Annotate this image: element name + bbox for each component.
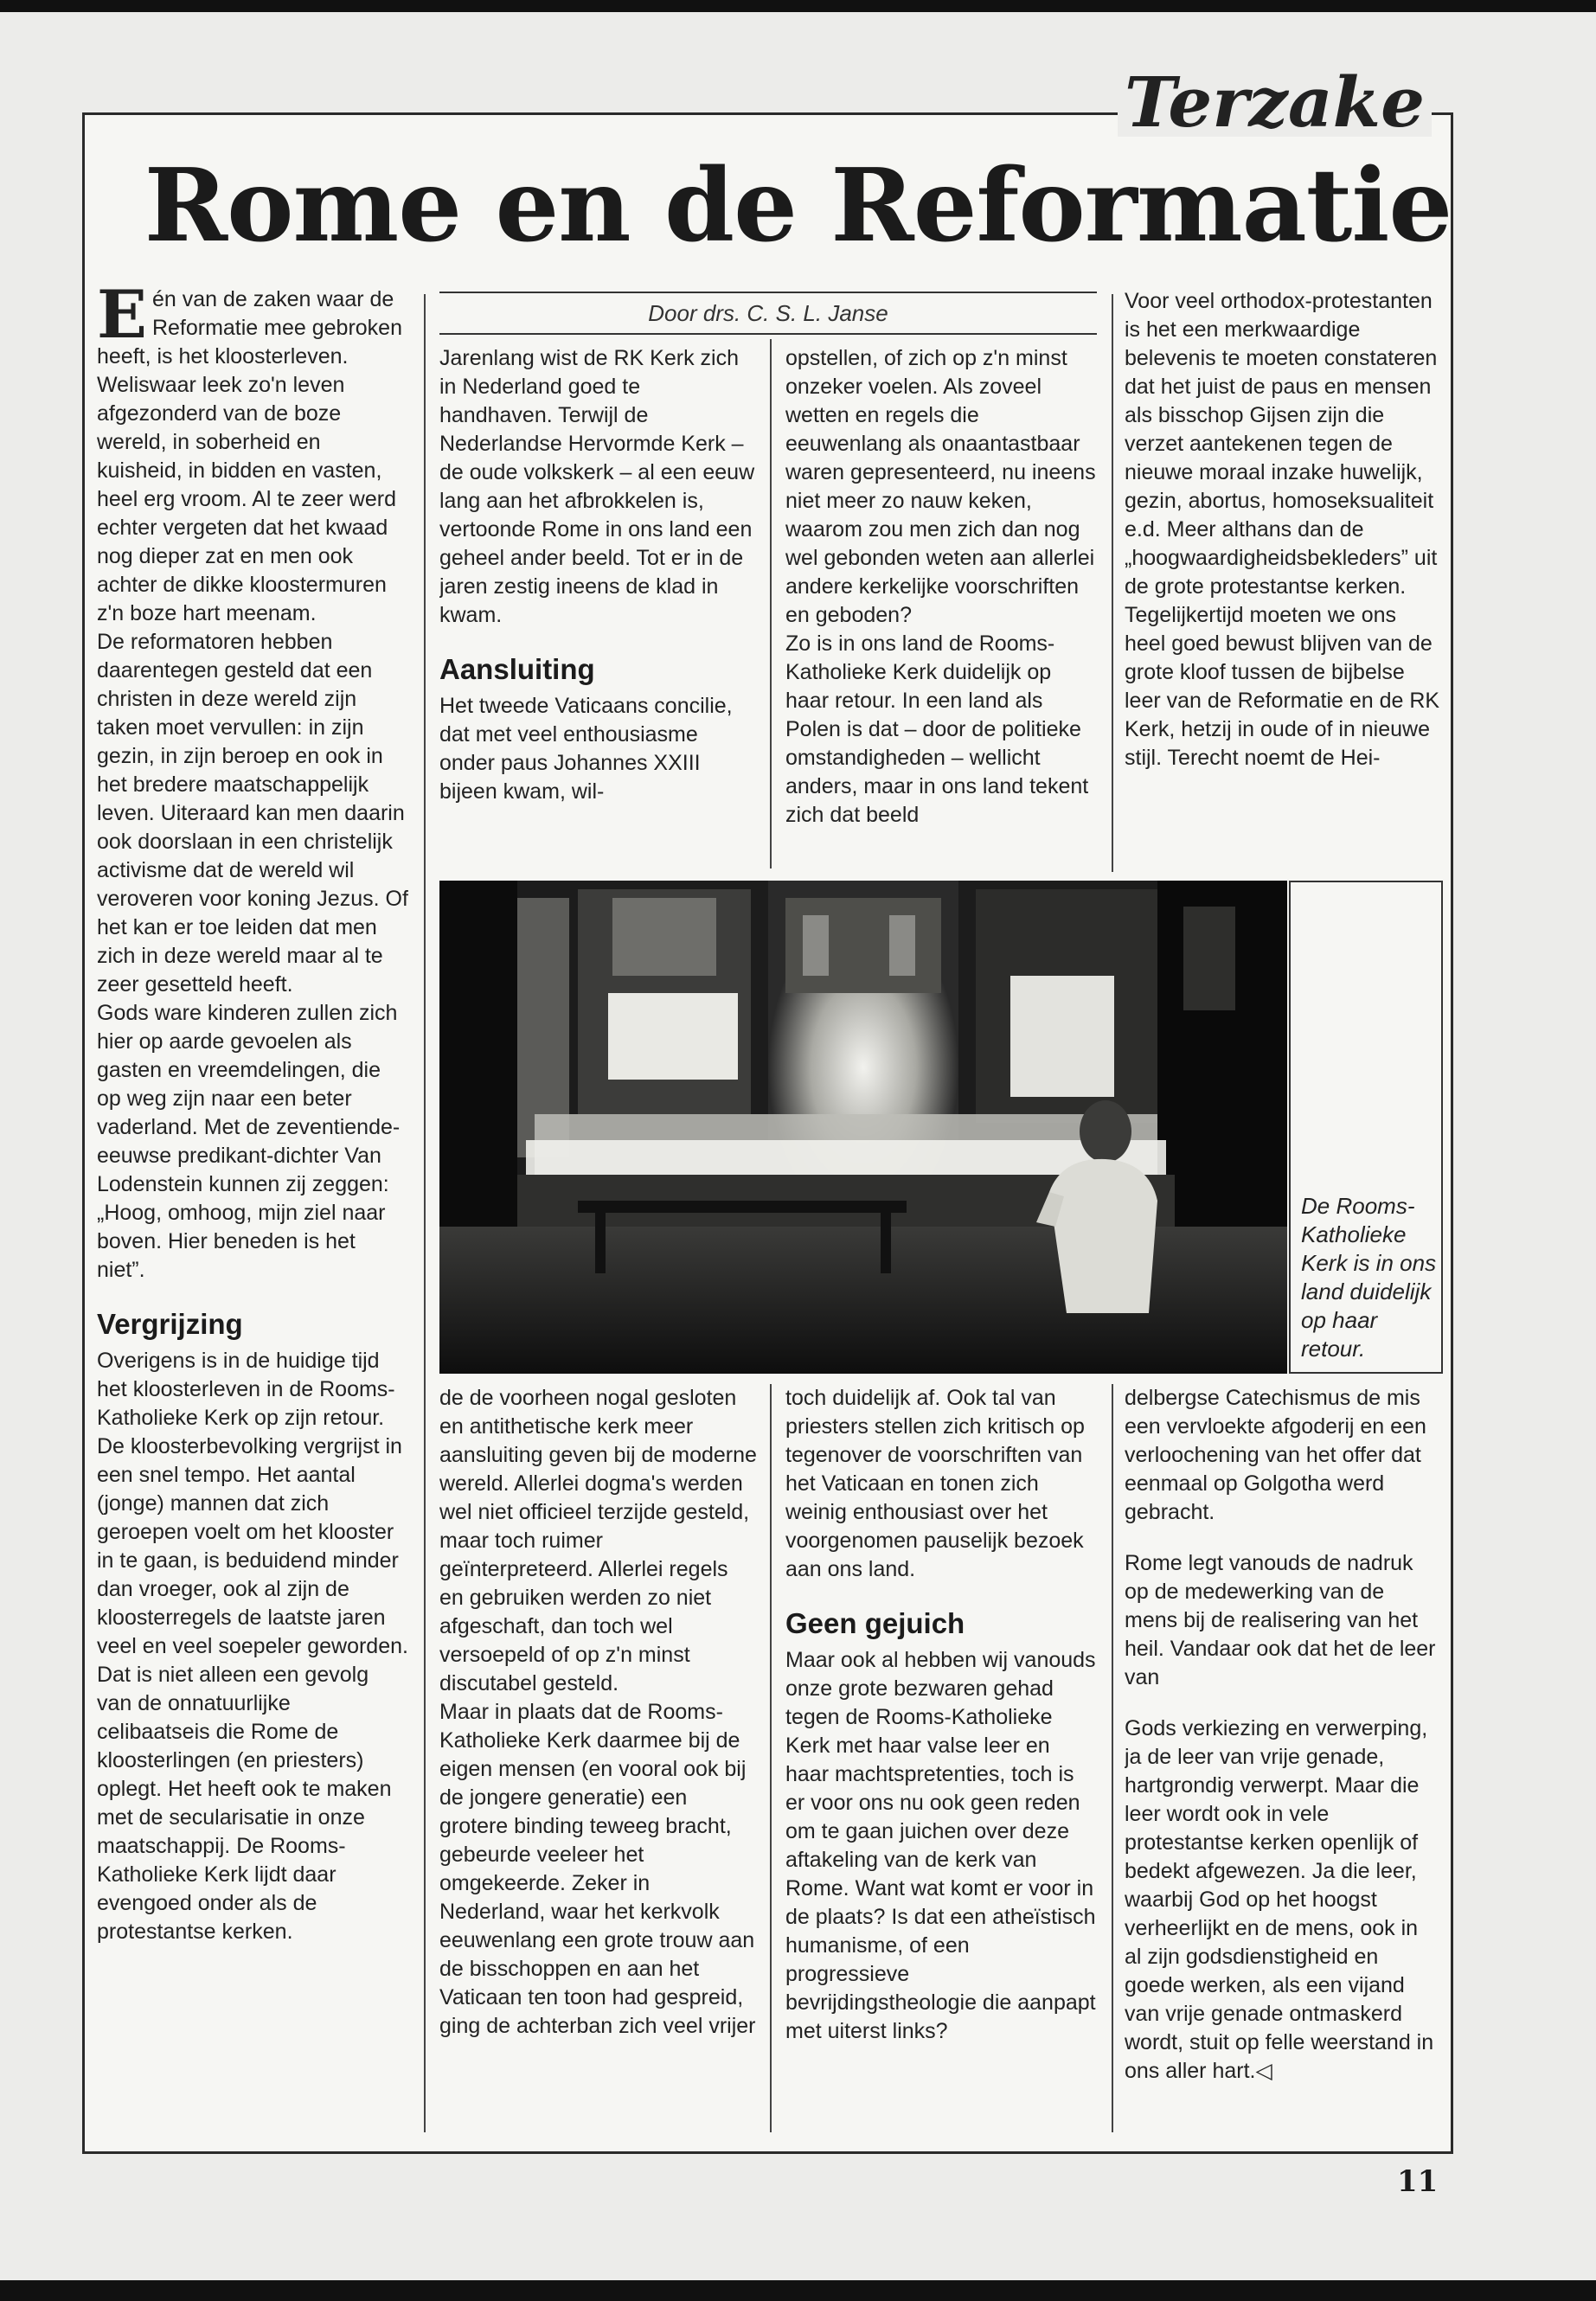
column-3-bottom [785, 1384, 1099, 2137]
paragraph: Het tweede Vaticaans concilie, dat met veel enthousiasme onder paus Johannes XXIII bijeen kwam, wil- [439, 694, 733, 804]
column-rule [424, 294, 426, 2132]
paragraph: Voor veel orthodox-protestanten is het een merkwaardige belevenis te moeten constateren dat het juist de paus en mensen als bisschop Gijsen zijn die verzet aantekenen tegen de nieuwe moraal inzake huwelijk, gezin, abortus, homoseksualiteit e.d. Meer althans dan de „hoogwaardigheidsbekleders” uit de grote protestantse kerken. [1125, 289, 1438, 599]
column-4-top [1125, 287, 1440, 868]
section-heading-aansluiting: Aansluiting [439, 653, 595, 685]
top-edge-band [0, 0, 1596, 12]
article-headline: Rome en de Reformatie [144, 147, 1452, 265]
column-rule [1112, 1384, 1113, 2132]
section-heading-vergrijzing: Vergrijzing [97, 1308, 243, 1340]
photo-caption: De Rooms-Katholieke Kerk is in ons land duidelijk op haar retour. [1301, 1193, 1437, 1362]
paragraph: toch duidelijk af. Ook tal van priesters stellen zich kritisch op tegenover de voorschriften van het Vaticaan en tonen zich weinig enthousiast over het voorgenomen pauselijk bezoek aan ons land. [785, 1386, 1085, 1581]
end-mark: ◁ [1255, 2059, 1272, 2083]
paragraph: Tegelijkertijd moeten we ons heel goed bewust blijven van de grote kloof tussen de bijbelse leer van de Reformatie en de RK Kerk, hetzij in oude of in nieuwe stijl. Terecht noemt de Hei- [1125, 603, 1440, 770]
photo-illustration [439, 881, 1287, 1374]
paragraph: Maar in plaats dat de Rooms-Katholieke Kerk daarmee bij de eigen mensen (en vooral ook bij de jongere generatie) een grotere binding teweeg bracht, gebeurde veeleer het omgekeerde. Zeker in Nederland, waar het kerkvolk eeuwenlang een grote trouw aan de bisschoppen en aan het Vaticaan ten toon had gespreid, ging de achterban zich veel vrijer [439, 1700, 756, 2038]
column-2-bottom [439, 1384, 758, 2137]
intro-paragraph: Eén van de zaken waar de Reformatie mee gebroken heeft, is het kloosterleven. Weliswaar leek zo'n leven afgezonderd van de boze wereld, in soberheid en kuisheid, in bidden en vasten, heel erg vroom. Al te zeer werd echter vergeten dat het kwaad nog dieper zat en men ook achter de dikke kloostermuren z'n boze hart meenam. [97, 285, 402, 625]
column-rule [1112, 294, 1113, 872]
bottom-edge-band [0, 2280, 1596, 2301]
byline: Door drs. C. S. L. Janse [648, 300, 888, 326]
church-candles-photo [439, 881, 1287, 1374]
right-notice-board [1010, 976, 1114, 1097]
drop-cap: E [97, 285, 147, 353]
paragraph: delbergse Catechismus de mis een vervloekte afgoderij en een verloochening van het offer dat eenmaal op Golgotha werd gebracht. [1125, 1386, 1426, 1524]
paragraph: Gods verkiezing en verwerping, ja de leer van vrije genade, hartgrondig verwerpt. Maar die leer wordt ook in vele protestantse kerken openlijk of bedekt afgewezen. Ja die leer, waarbij God op het hoogst verheerlijkt en de mens, ook in al zijn godsdienstigheid en goede werken, als een vijand van vrije genade ontmaskerd wordt, stuit op felle weerstand in ons aller hart.◁ [1125, 1716, 1434, 2083]
paragraph: Rome legt vanouds de nadruk op de medewerking van de mens bij de realisering van het heil. Vandaar ook dat het de leer van [1125, 1551, 1436, 1689]
floor [439, 1227, 1287, 1374]
page-number: 11 [1397, 2164, 1439, 2199]
column-2-top [439, 344, 758, 868]
section-kicker: Terzake [1118, 67, 1432, 137]
paragraph: Jarenlang wist de RK Kerk zich in Nederland goed te handhaven. Terwijl de Nederlandse Hervormde Kerk – de oude volkskerk – al een eeuw lang aan het afbrokkelen is, vertoonde Rome in ons land een geheel ander beeld. Tot er in de jaren zestig ineens de klad in kwam. [439, 346, 755, 627]
byline-box [439, 292, 1097, 335]
paragraph: De reformatoren hebben daarentegen gesteld dat een christen in deze wereld zijn taken moet vervullen: in zijn gezin, in zijn beroep en ook in het bredere maatschappelijk leven. Uiteraard kan men daarin ook doorslaan in een christelijk activisme dat de wereld wil veroveren voor koning Jezus. Of het kan er toe leiden dat men zich in deze wereld maar al te zeer gesetteld heeft. [97, 630, 408, 997]
left-notice-board [608, 993, 738, 1080]
column-rule [770, 339, 772, 868]
paragraph: Dat is niet alleen een gevolg van de onnatuurlijke celibaatseis die Rome de kloosterlingen (en priesters) oplegt. Het heeft ook te maken met de secularisatie in onze maatschappij. De Rooms-Katholieke Kerk lijdt daar evengoed onder als de protestantse kerken. [97, 1663, 392, 1944]
column-3-top [785, 344, 1099, 868]
paragraph: Zo is in ons land de Rooms-Katholieke Kerk duidelijk op haar retour. In een land als Polen is dat – door de politieke omstandigheden – wellicht anders, maar in ons land tekent zich dat beeld [785, 631, 1089, 827]
paragraph: Maar ook al hebben wij vanouds onze grote bezwaren gehad tegen de Rooms-Katholieke Kerk met haar valse leer en haar machtspretenties, toch is er voor ons nu ook geen reden om te gaan juichen over deze aftakeling van de kerk van Rome. Want wat komt er voor in de plaats? Is dat een atheïstisch humanisme, of een progressieve bevrijdingstheologie die aanpapt met uiterst links? [785, 1648, 1096, 2043]
section-heading-geen-gejuich: Geen gejuich [785, 1607, 965, 1639]
paragraph: Gods ware kinderen zullen zich hier op aarde gevoelen als gasten en vreemdelingen, die op weg zijn naar een beter vaderland. Met de zeventiende-eeuwse predikant-dichter Van Lodenstein kunnen zij zeggen: „Hoog, omhoog, mijn ziel naar boven. Hier beneden is het niet”. [97, 1001, 401, 1282]
kneeling-bench [578, 1201, 907, 1213]
column-4-bottom [1125, 1384, 1440, 2137]
paragraph: Overigens is in de huidige tijd het kloosterleven in de Rooms-Katholieke Kerk op zijn retour. De kloosterbevolking vergrijst in een snel tempo. Het aantal (jonge) mannen dat zich geroepen voelt om het klooster in te gaan, is beduidend minder dan vroeger, ook al zijn de kloosterregels de laatste jaren veel en veel soepeler geworden. [97, 1349, 408, 1658]
paragraph: opstellen, of zich op z'n minst onzeker voelen. Als zoveel wetten en regels die eeuwenlang als onaantastbaar waren gepresenteerd, nu ineens niet meer zo nauw keken, waarom zou men zich dan nog wel gebonden weten aan allerlei andere kerkelijke voorschriften en geboden? [785, 346, 1096, 627]
column-rule [770, 1384, 772, 2132]
column-1 [97, 285, 408, 2137]
paragraph: de de voorheen nogal gesloten en antithetische kerk meer aansluiting geven bij de moderne wereld. Allerlei dogma's werden wel niet officieel terzijde gesteld, maar toch ruimer geïnterpreteerd. Allerlei regels en gebruiken werden zo niet afgeschaft, dan toch wel versoepeld of op z'n minst discutabel gesteld. [439, 1386, 757, 1695]
